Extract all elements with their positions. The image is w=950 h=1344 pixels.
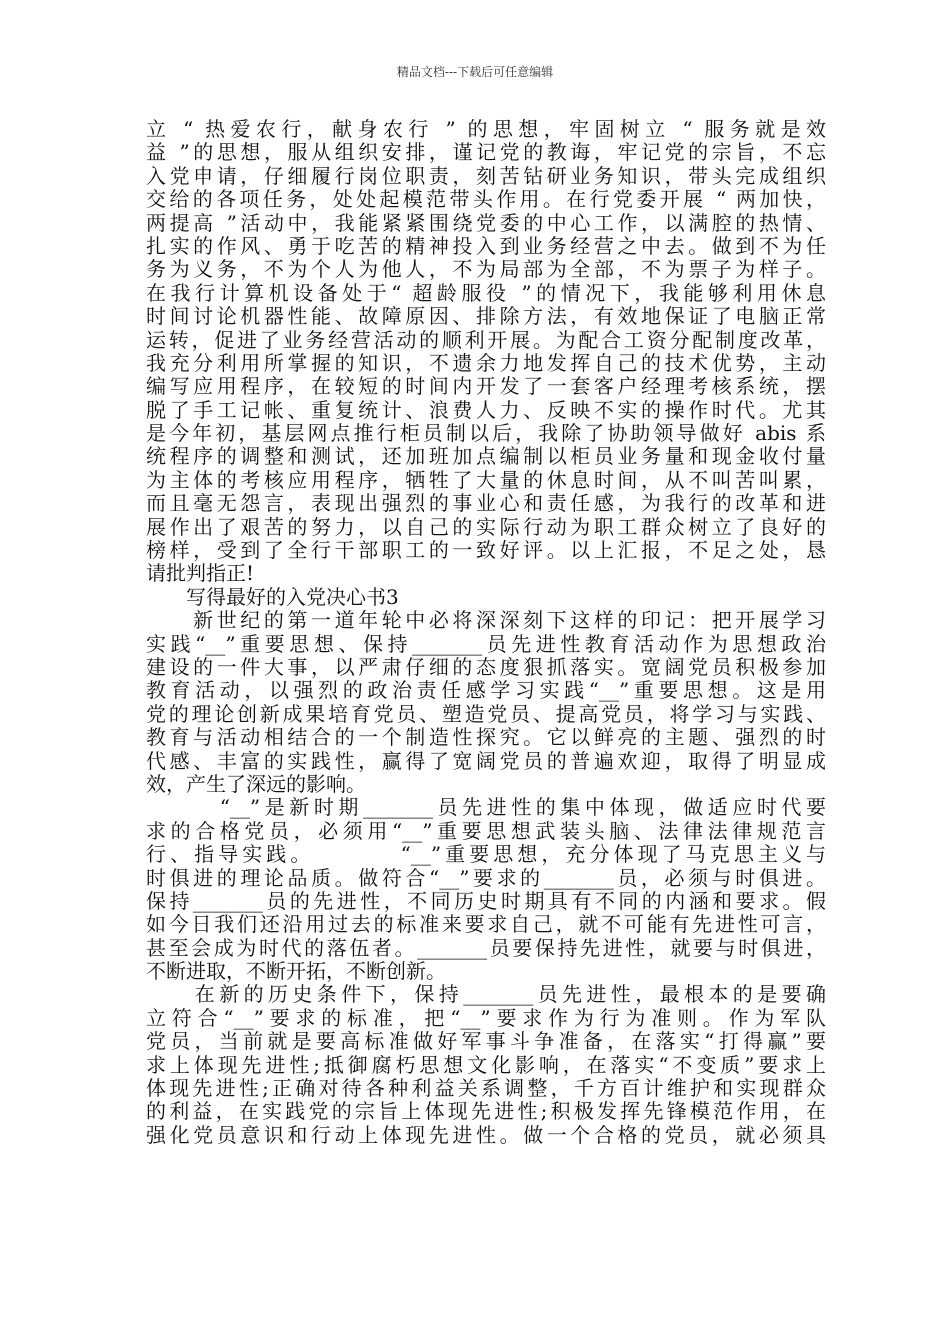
text-line: 教育活动，以强烈的政治责任感学习实践“__”重要思想。这是用 bbox=[146, 678, 826, 703]
text-line: 务为义务，不为个人为他人，不为局部为全部，不为票子为样子。 bbox=[146, 257, 826, 282]
text-line: 求的合格党员，必须用“__”重要思想武装头脑、法律法律规范言 bbox=[146, 818, 826, 843]
text-line: 交给的各项任务，处处起模范带头作用。在行党委开展 “ 两加快， bbox=[146, 187, 826, 212]
text-line: 请批判指正! bbox=[146, 561, 255, 586]
text-line: “__”是新时期_______员先进性的集中体现，做适应时代要 bbox=[146, 795, 826, 820]
text-line: 运转，促进了业务经营活动的顺利开展。为配合工资分配制度改革， bbox=[146, 327, 826, 352]
text-line: 保持_______员的先进性，不同历史时期具有不同的内涵和要求。假 bbox=[146, 888, 826, 913]
text-line: 行、指导实践。 “__”重要思想，充分体现了马克思主义与 bbox=[146, 842, 826, 867]
text-line: 立 “ 热爱农行，献身农行 ” 的思想，牢固树立 “ 服务就是效 bbox=[146, 117, 826, 141]
text-line: 展作出了艰苦的努力，以自己的实际行动为职工群众树立了良好的 bbox=[146, 514, 826, 539]
text-line: 两提高 ”活动中，我能紧紧围绕党委的中心工作，以满腔的热情、 bbox=[146, 210, 826, 235]
text-line: 扎实的作风、勇于吃苦的精神投入到业务经营之中去。做到不为任 bbox=[146, 233, 826, 258]
text-line: 强化党员意识和行动上体现先进性。做一个合格的党员，就必须具 bbox=[146, 1122, 826, 1147]
text-line: 时间讨论机器性能、故障原因、排除方法，有效地保证了电脑正常 bbox=[146, 304, 826, 329]
text-line: 教育与活动相结合的一个制造性探究。它以鲜亮的主题、强烈的时 bbox=[146, 725, 826, 750]
text-line: 代感、丰富的实践性，赢得了宽阔党员的普遍欢迎，取得了明显成 bbox=[146, 748, 826, 773]
text-line: 统程序的调整和测试，还加班加点编制以柜员业务量和现金收付量 bbox=[146, 444, 826, 469]
text-line: 如今日我们还沿用过去的标准来要求自己，就不可能有先进性可言， bbox=[146, 912, 826, 937]
text-line: 效，产生了深远的影响。 bbox=[146, 771, 366, 796]
text-line: 实践“__”重要思想、保持_______员先进性教育活动作为思想政治 bbox=[146, 631, 826, 656]
text-line: 入党申请，仔细履行岗位职责，刻苦钻研业务知识，带头完成组织 bbox=[146, 163, 826, 188]
text-line: 而且毫无怨言，表现出强烈的事业心和责任感，为我行的改革和进 bbox=[146, 491, 826, 516]
text-line: 党员，当前就是要高标准做好军事斗争准备，在落实“打得赢”要 bbox=[146, 1029, 826, 1054]
text-line: 的利益，在实践党的宗旨上体现先进性;积极发挥先锋模范作用，在 bbox=[146, 1099, 826, 1124]
text-line: 体现先进性;正确对待各种利益关系调整，千方百计维护和实现群众 bbox=[146, 1076, 826, 1101]
text-line: 求上体现先进性;抵御腐朽思想文化影响，在落实“不变质”要求上 bbox=[146, 1052, 826, 1077]
text-line: 新世纪的第一道年轮中必将深深刻下这样的印记：把开展学习 bbox=[146, 608, 826, 633]
text-line: 脱了手工记帐、重复统计、浪费人力、反映不实的操作时代。尤其 bbox=[146, 397, 826, 422]
text-line: 甚至会成为时代的落伍者。_______员要保持先进性，就要与时俱进， bbox=[146, 935, 826, 960]
text-line: 不断进取，不断开拓，不断创新。 bbox=[146, 959, 446, 984]
text-line: 写得最好的入党决心书3 bbox=[146, 584, 399, 609]
text-line: 党的理论创新成果培育党员、塑造党员、提高党员，将学习与实践、 bbox=[146, 701, 826, 726]
text-line: 编写应用程序，在较短的时间内开发了一套客户经理考核系统，摆 bbox=[146, 374, 826, 399]
text-line: 立符合“__”要求的标准，把“__”要求作为行为准则。作为军队 bbox=[146, 1005, 826, 1030]
text-line: 在新的历史条件下，保持_______员先进性，最根本的是要确 bbox=[146, 982, 826, 1007]
text-line: 是今年初，基层网点推行柜员制以后，我除了协助领导做好 abis 系 bbox=[146, 421, 826, 446]
document-body bbox=[146, 118, 826, 1147]
text-line: 在我行计算机设备处于“ 超龄服役 ”的情况下，我能够利用休息 bbox=[146, 280, 826, 305]
text-line: 时俱进的理论品质。做符合“__”要求的_______员，必须与时俱进。 bbox=[146, 865, 826, 890]
text-line: 建设的一件大事，以严肃仔细的态度狠抓落实。宽阔党员积极参加 bbox=[146, 654, 826, 679]
text-line: 我充分利用所掌握的知识，不遗余力地发挥自己的技术优势，主动 bbox=[146, 350, 826, 375]
text-line: 榜样，受到了全行干部职工的一致好评。以上汇报，不足之处，恳 bbox=[146, 538, 826, 563]
text-line: 益 ”的思想，服从组织安排，谨记党的教诲，牢记党的宗旨，不忘 bbox=[146, 140, 826, 165]
text-line: 为主体的考核应用程序，牺牲了大量的休息时间，从不叫苦叫累， bbox=[146, 467, 826, 492]
page-header: 精品文档---下载后可任意编辑 bbox=[396, 65, 554, 79]
